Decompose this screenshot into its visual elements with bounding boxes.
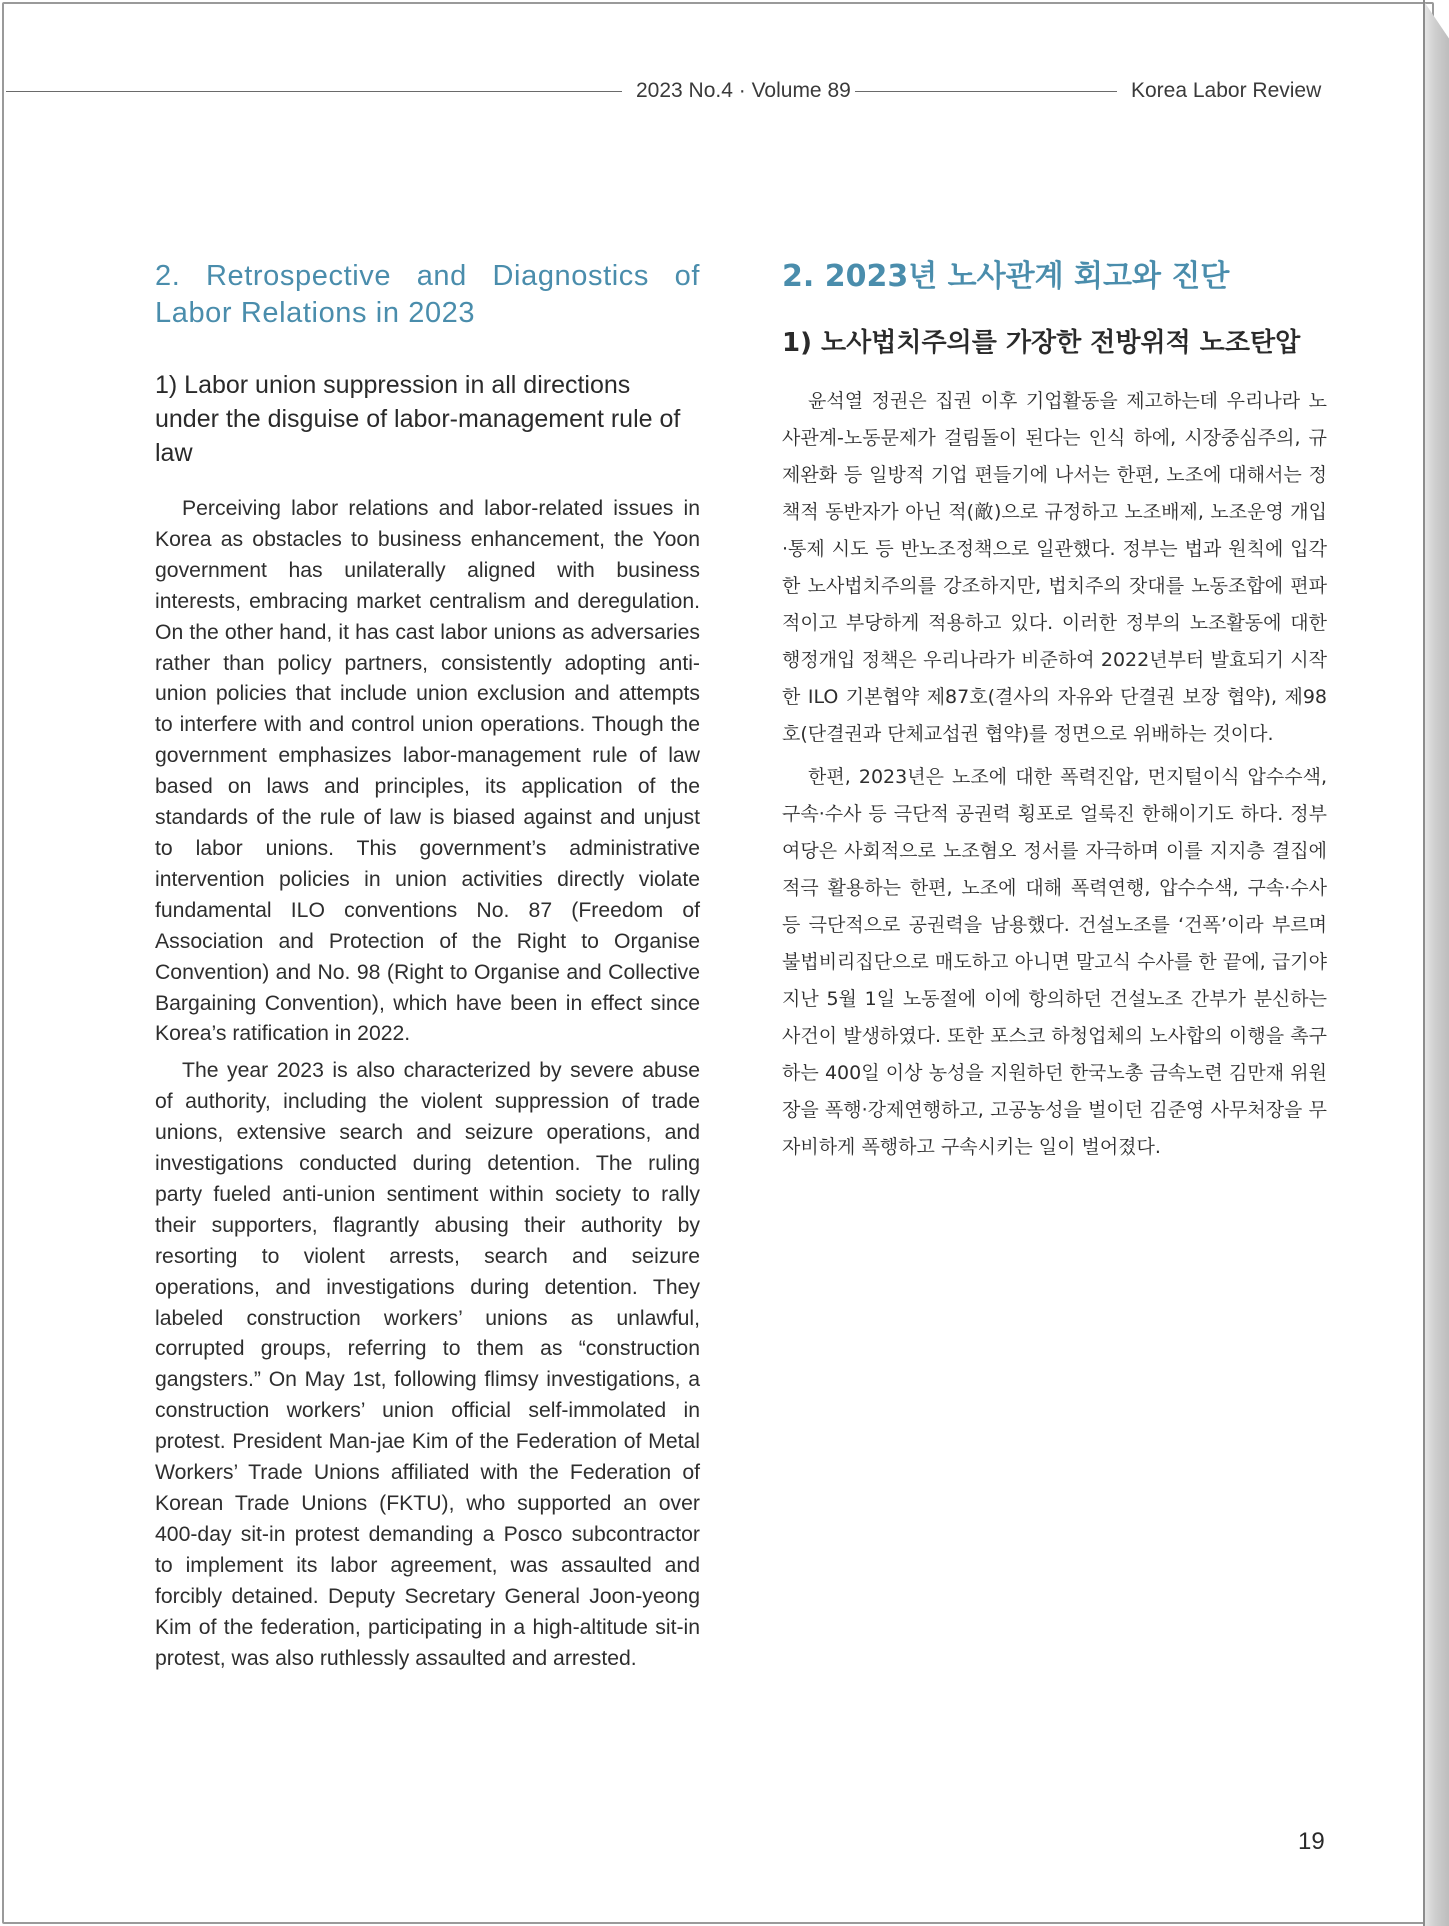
english-paragraph: The year 2023 is also characterized by severe abuse of authority, including the violent suppression of trade unions, extensive search and seizure operations, and investigations conducted during detention. The ruling party fueled anti-union sentiment within society to rally their supporters, flagrantly abusing their authority by resorting to violent arrests, search and seizure operations, and investigations during detention. They labeled construction workers’ unions as unlawful, corrupted groups, referring to them as “construction gangsters.” On May 1st, following flimsy investigations, a construction workers’ union official self-immolated in protest. President Man-jae Kim of the Federation of Metal Workers’ Trade Unions affiliated with the Federation of Korean Trade Unions (FKTU), who supported an over 400-day sit-in protest demanding a Posco subcontractor to implement its labor agreement, was assaulted and forcibly detained. Deputy Secretary General Joon-yeong Kim of the federation, participating in a high-altitude sit-in protest, was also ruthlessly assaulted and arrested. — [155, 1059, 700, 1670]
page-curl-shadow — [1423, 0, 1449, 1926]
running-header — [0, 78, 1330, 104]
issue-label: 2023 No.4 · Volume 89 — [636, 79, 851, 102]
korean-paragraph: 윤석열 정권은 집권 이후 기업활동을 제고하는데 우리나라 노사관계-노동문제가 걸림돌이 된다는 인식 하에, 시장중심주의, 규제완화 등 일방적 기업 편들기에 나서는 한편, 노조에 대해서는 정책적 동반자가 아닌 적(敵)으로 규정하고 노조배제, 노조운영 개입·통제 시도 등 반노조정책으로 일관했다. 정부는 법과 원칙에 입각한 노사법치주의를 강조하지만, 법치주의 잣대를 노동조합에 편파적이고 부당하게 적용하고 있다. 이러한 정부의 노조활동에 대한 행정개입 정책은 우리나라가 비준하여 2022년부터 발효되기 시작한 ILO 기본협약 제87호(결사의 자유와 단결권 보장 협약), 제98호(단결권과 단체교섭권 협약)를 정면으로 위배하는 것이다. — [782, 390, 1327, 745]
section-title-english: 2. Retrospective and Diagnostics of Labor Relations in 2023 — [155, 260, 700, 329]
subsection-title-english: 1) Labor union suppression in all directions under the disguise of labor-management rule of law — [155, 371, 681, 467]
subsection-title-korean: 1) 노사법치주의를 가장한 전방위적 노조탄압 — [782, 328, 1301, 358]
page-curl-edge — [1423, 0, 1425, 1926]
english-column — [155, 258, 700, 1674]
page-number: 19 — [1298, 1828, 1325, 1855]
korean-column — [782, 258, 1327, 1166]
section-title-korean: 2. 2023년 노사관계 회고와 진단 — [782, 259, 1230, 294]
journal-title: Korea Labor Review — [1131, 79, 1322, 102]
korean-paragraph: 한편, 2023년은 노조에 대한 폭력진압, 먼지털이식 압수수색, 구속·수사 등 극단적 공권력 횡포로 얼룩진 한해이기도 하다. 정부여당은 사회적으로 노조혐오 정서를 자극하며 이를 지지층 결집에 적극 활용하는 한편, 노조에 대해 폭력연행, 압수수색, 구속·수사 등 극단적으로 공권력을 남용했다. 건설노조를 ‘건폭’이라 부르며 불법비리집단으로 매도하고 아니면 말고식 수사를 한 끝에, 급기야 지난 5월 1일 노동절에 이에 항의하던 건설노조 간부가 분신하는 사건이 발생하였다. 또한 포스코 하청업체의 노사합의 이행을 촉구하는 400일 이상 농성을 지원하던 한국노총 금속노련 김만재 위원장을 폭행·강제연행하고, 고공농성을 벌이던 김준영 사무처장을 무자비하게 폭행하고 구속시키는 일이 벌어졌다. — [782, 766, 1327, 1158]
header-rule-left — [6, 91, 622, 92]
header-rule-middle — [855, 91, 1117, 92]
english-paragraph: Perceiving labor relations and labor-related issues in Korea as obstacles to business enhancement, the Yoon government has unilaterally aligned with business interests, embracing market centralism and deregulation. On the other hand, it has cast labor unions as adversaries rather than policy partners, consistently adopting anti-union policies that include union exclusion and attempts to interfere with and control union operations. Though the government emphasizes labor-management rule of law based on laws and principles, its application of the standards of the rule of law is biased against and unjust to labor unions. This government’s administrative intervention policies in union activities directly violate fundamental ILO conventions No. 87 (Freedom of Association and Protection of the Right to Organise Convention) and No. 98 (Right to Organise and Collective Bargaining Convention), which have been in effect since Korea’s ratification in 2022. — [155, 497, 700, 1046]
